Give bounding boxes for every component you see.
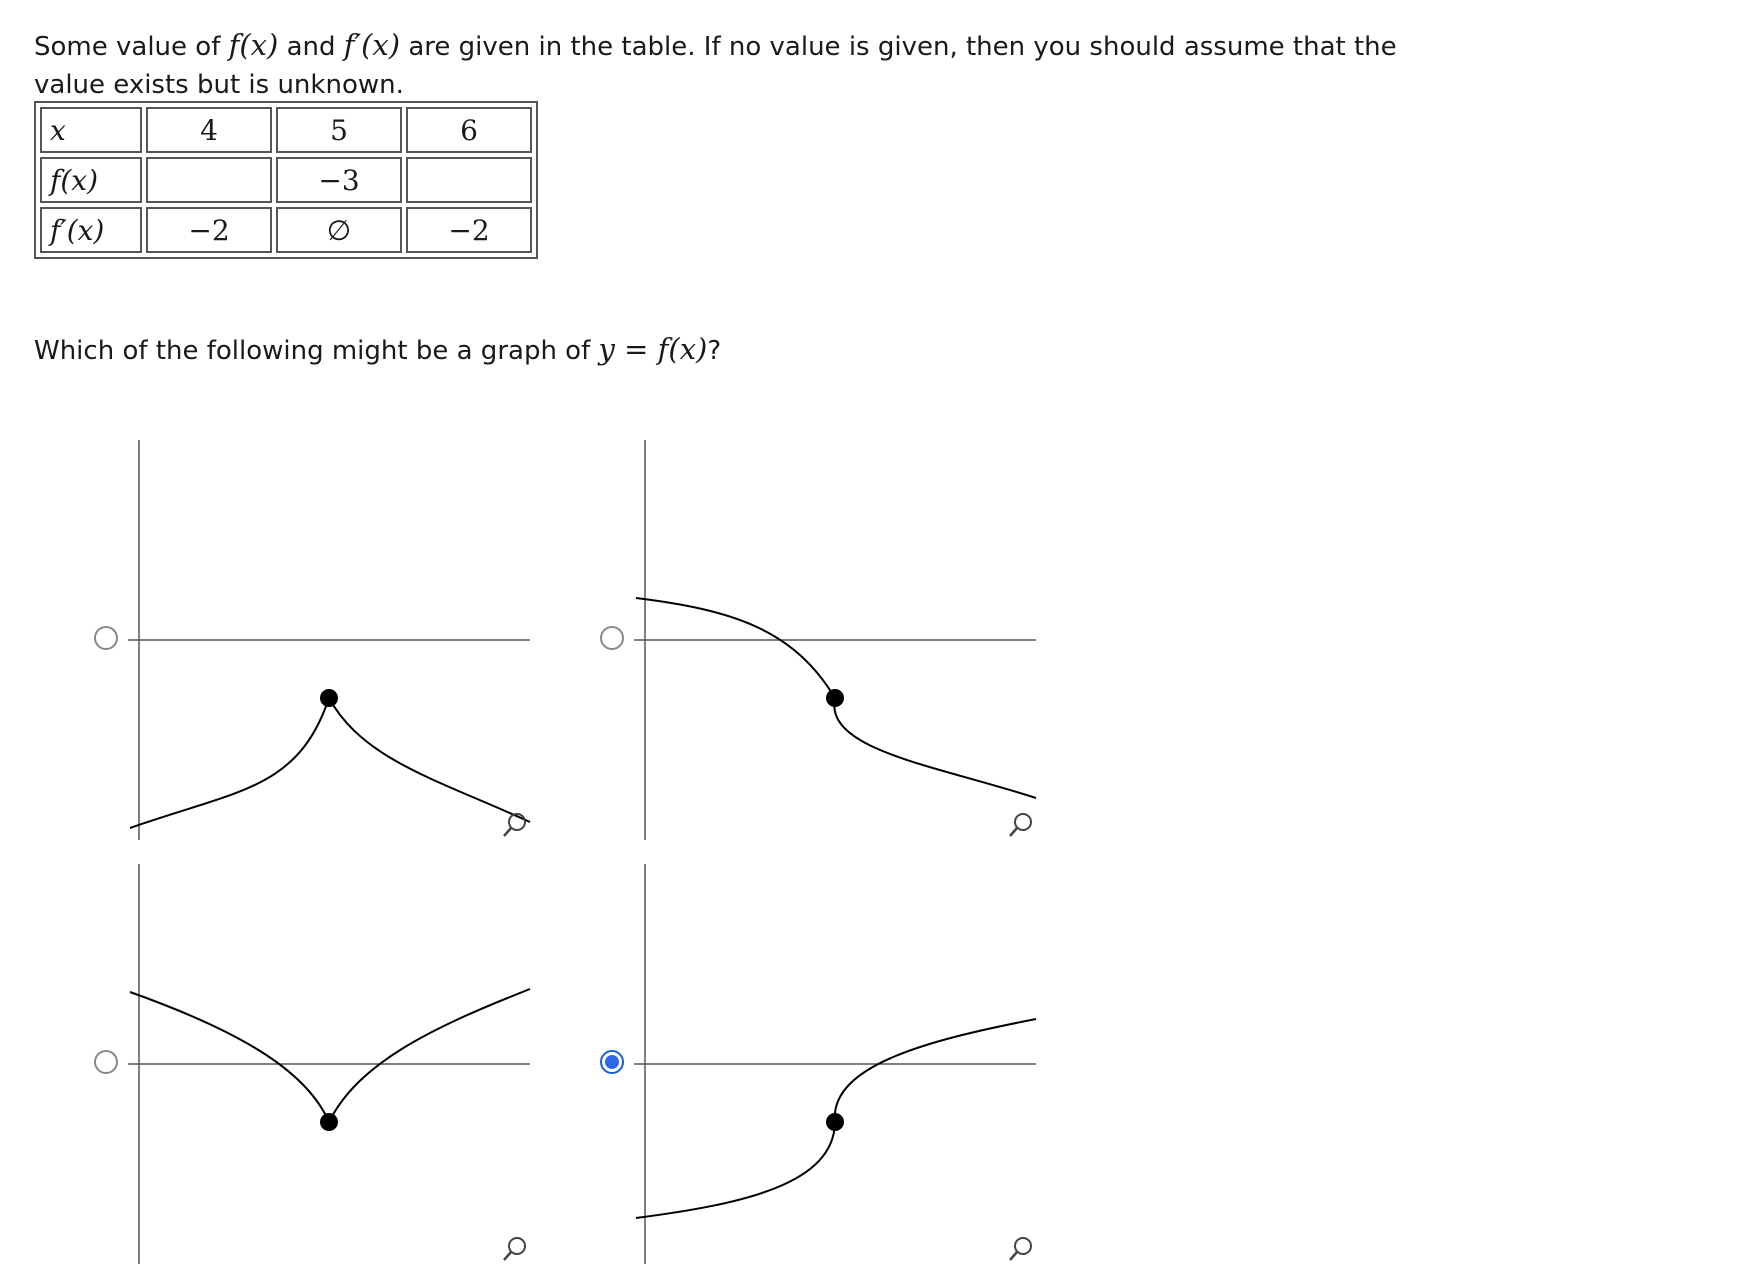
point-marker (320, 689, 338, 707)
prompt-text: Some value of (34, 32, 229, 62)
option-c-graph[interactable] (128, 864, 538, 1274)
option-d-radio[interactable] (600, 1050, 624, 1074)
point-marker (826, 1113, 844, 1131)
table-header-cell: 4 (146, 107, 272, 153)
point-marker (320, 1113, 338, 1131)
table-header-cell: x (40, 107, 142, 153)
table-cell: −3 (276, 157, 402, 203)
prompt-text: are given in the table. If no value is given, then you should assume that the value exists but is unknown. (34, 32, 1397, 100)
question-label: Which of the following might be a graph of (34, 336, 599, 366)
table-header-cell: 6 (406, 107, 532, 153)
math-fx: f(x) (228, 28, 279, 62)
magnifier-icon[interactable] (500, 1234, 530, 1264)
table-cell: ∅ (276, 207, 402, 253)
question-mark: ? (707, 336, 722, 366)
option-a-graph[interactable] (128, 440, 538, 850)
table-header-row (40, 107, 532, 153)
point-marker (826, 689, 844, 707)
row-label: f′(x) (40, 207, 142, 253)
table-row (40, 207, 532, 253)
option-a-radio[interactable] (94, 626, 118, 650)
magnifier-icon[interactable] (1006, 810, 1036, 840)
table-cell: −2 (146, 207, 272, 253)
magnifier-icon[interactable] (500, 810, 530, 840)
prompt-text: and (278, 32, 344, 62)
table-row (40, 157, 532, 203)
function-curve (130, 989, 530, 1122)
table-header-cell: 5 (276, 107, 402, 153)
table-cell (406, 157, 532, 203)
option-c-radio[interactable] (94, 1050, 118, 1074)
option-b-radio[interactable] (600, 626, 624, 650)
option-d-graph[interactable] (634, 864, 1044, 1274)
option-b-graph[interactable] (634, 440, 1044, 850)
question-prompt (34, 26, 1474, 104)
table-cell: −2 (406, 207, 532, 253)
function-curve (130, 698, 530, 828)
math-fprime-x: f′(x) (343, 28, 401, 62)
question-text (34, 330, 721, 370)
values-table (34, 101, 538, 259)
table-cell (146, 157, 272, 203)
math-equals: = (614, 332, 658, 366)
row-label: f(x) (40, 157, 142, 203)
math-y: y (598, 332, 615, 366)
magnifier-icon[interactable] (1006, 1234, 1036, 1264)
math-fx: f(x) (657, 332, 708, 366)
